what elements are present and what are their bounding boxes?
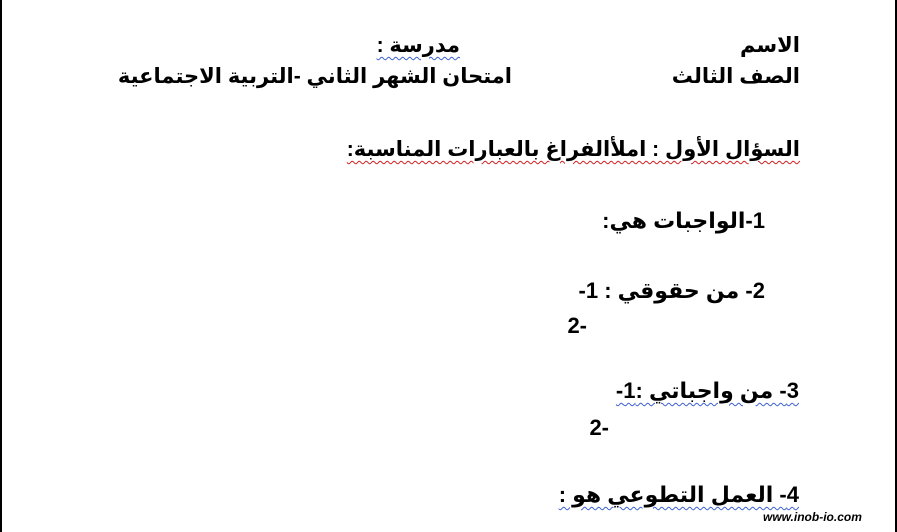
item-4-volunteer-work: 4- العمل التطوعي هو : xyxy=(558,482,799,507)
item-3-my-duties: 3- من واجباتي :1- xyxy=(615,378,799,403)
item-2-rights: 2- من حقوقي : 1- xyxy=(578,278,765,303)
exam-title: امتحان الشهر الثاني -التربية الاجتماعية xyxy=(117,65,512,88)
name-label: الاسم xyxy=(740,34,800,57)
watermark: www.inob-io.com xyxy=(763,510,862,524)
item-2-sub-2: 2- xyxy=(567,313,587,338)
question-heading: السؤال الأول : املأالفراغ بالعبارات المناسبة: xyxy=(346,138,800,161)
school-label: مدرسة : xyxy=(376,34,460,57)
page-border-left xyxy=(0,0,2,532)
item-3-sub-2: 2- xyxy=(589,415,609,440)
item-1-duties: 1-الواجبات هي: xyxy=(602,208,765,233)
grade-label: الصف الثالث xyxy=(671,65,800,88)
